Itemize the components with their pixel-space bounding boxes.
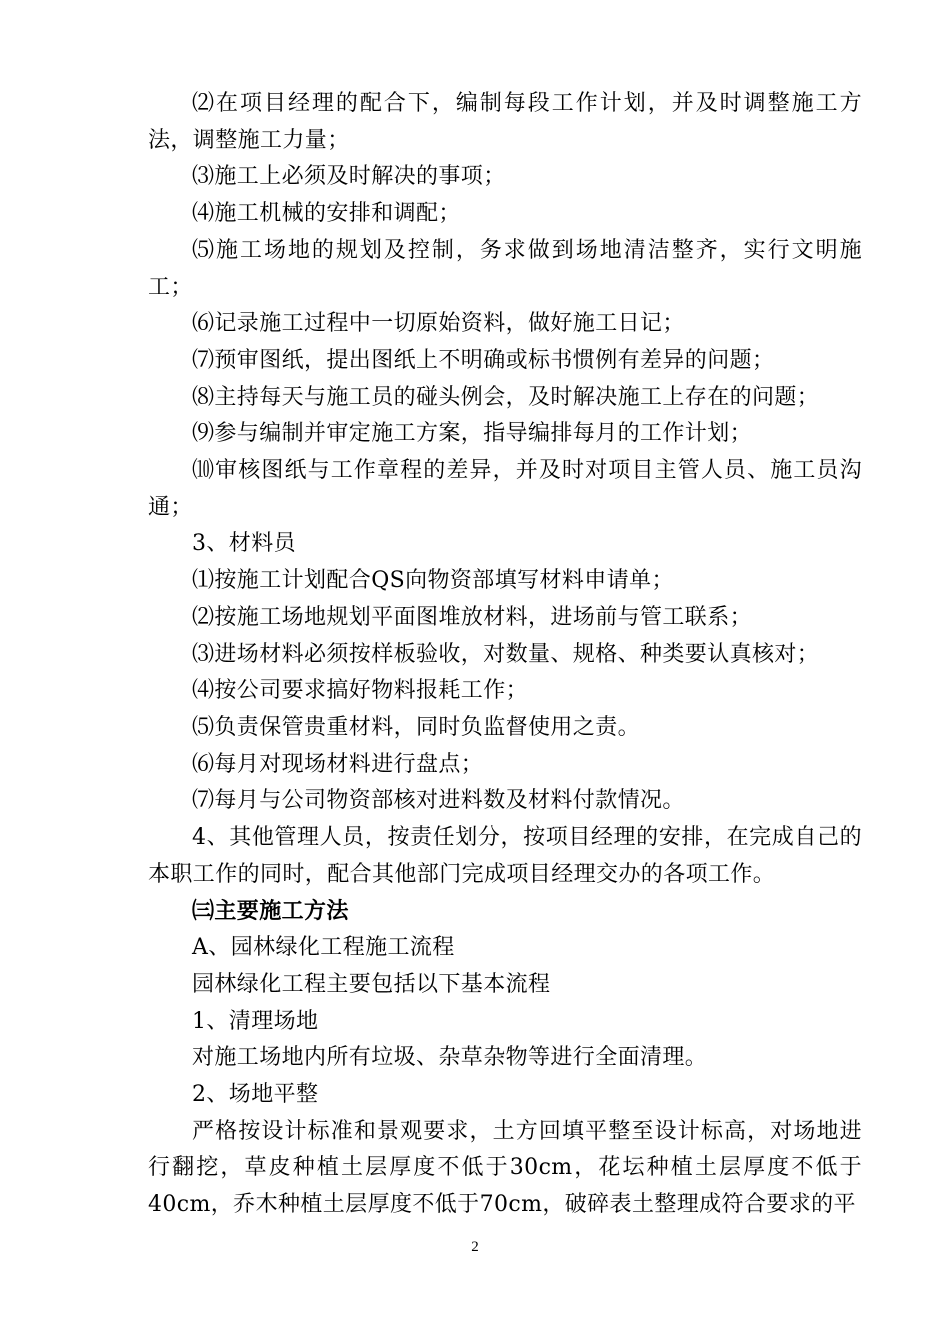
paragraph-3-5: ⑸负责保管贵重材料，同时负监督使用之责。 [192, 714, 641, 740]
paragraph-intro: 园林绿化工程主要包括以下基本流程 [192, 971, 551, 997]
paragraph-3-4: ⑷按公司要求搞好物料报耗工作； [192, 678, 529, 704]
paragraph-4: 4、其他管理人员，按责任划分，按项目经理的安排，在完成自己的本职工作的同时，配合其他部门完成项目经理交办的各项工作。 [148, 825, 862, 887]
paragraph-3-1: ⑴按施工计划配合QS向物资部填写材料申请单； [192, 568, 674, 594]
paragraph-step-1: 对施工场地内所有垃圾、杂草杂物等进行全面清理。 [192, 1045, 708, 1071]
paragraph-step-2: 严格按设计标准和景观要求，土方回填平整至设计标高，对场地进行翻挖，草皮种植土层厚度不低于30cm，花坛种植土层厚度不低于40cm，乔木种植土层厚度不低于70cm，破碎表土整理成符合要求的平 [148, 1118, 862, 1218]
heading-step-2: 2、场地平整 [192, 1081, 319, 1107]
paragraph-2-8: ⑻主持每天与施工员的碰头例会，及时解决施工上存在的问题； [192, 384, 820, 410]
paragraph-2-4: ⑷施工机械的安排和调配； [192, 201, 461, 227]
paragraph-2-5: ⑸施工场地的规划及控制，务求做到场地清洁整齐，实行文明施工； [148, 237, 862, 300]
section-heading-main-methods: ㈢主要施工方法 [192, 898, 349, 925]
paragraph-2-6: ⑹记录施工过程中一切原始资料，做好施工日记； [192, 311, 685, 337]
paragraph-3-2: ⑵按施工场地规划平面图堆放材料，进场前与管工联系； [192, 604, 753, 630]
page-number: 2 [471, 1239, 479, 1255]
paragraph-2-2: ⑵在项目经理的配合下，编制每段工作计划，并及时调整施工方法，调整施工力量； [148, 91, 862, 153]
paragraph-2-7: ⑺预审图纸，提出图纸上不明确或标书惯例有差异的问题； [192, 347, 775, 373]
heading-step-1: 1、清理场地 [192, 1008, 319, 1034]
paragraph-2-10: ⑽审核图纸与工作章程的差异，并及时对项目主管人员、施工员沟通； [148, 458, 862, 520]
document-body [148, 86, 862, 1224]
heading-materials-clerk: 3、材料员 [192, 531, 296, 557]
paragraph-3-6: ⑹每月对现场材料进行盘点； [192, 751, 484, 777]
paragraph-3-3: ⑶进场材料必须按样板验收，对数量、规格、种类要认真核对； [192, 641, 820, 667]
subheading-a: A、园林绿化工程施工流程 [192, 935, 455, 961]
paragraph-3-7: ⑺每月与公司物资部核对进料数及材料付款情况。 [192, 788, 685, 814]
paragraph-2-3: ⑶施工上必须及时解决的事项； [192, 164, 506, 190]
paragraph-2-9: ⑼参与编制并审定施工方案，指导编排每月的工作计划； [192, 421, 753, 447]
